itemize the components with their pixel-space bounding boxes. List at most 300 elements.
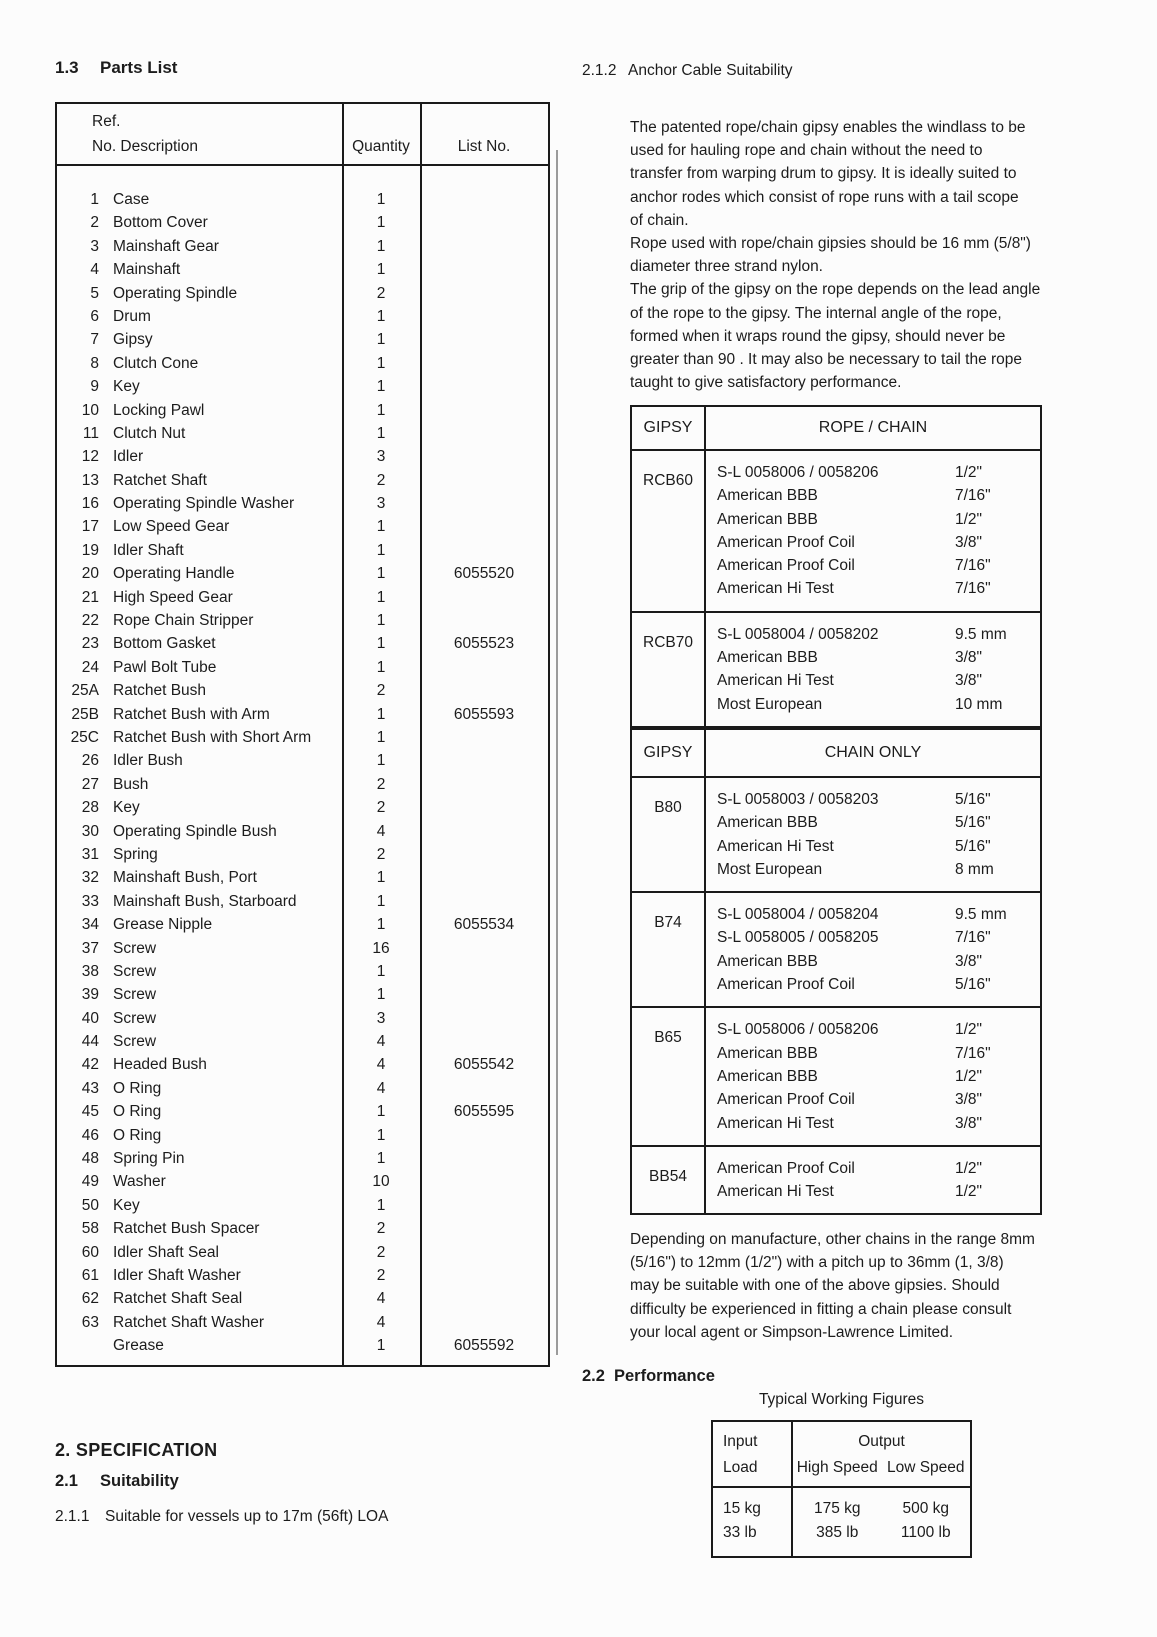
part-list-no <box>420 1241 548 1264</box>
part-quantity: 10 <box>372 1173 390 1191</box>
low-speed-lb: 1100 lb <box>900 1523 951 1541</box>
chain-name: S-L 0058004 / 0058204 <box>717 906 879 924</box>
part-ref-no: 26 <box>81 752 99 770</box>
chain-name: American BBB <box>717 814 818 832</box>
chain-row <box>706 1088 1040 1111</box>
part-list-no <box>420 1287 548 1310</box>
chain-size: 7/16" <box>955 929 991 947</box>
chain-name: American BBB <box>717 1044 818 1062</box>
part-ref-no: 49 <box>81 1173 99 1191</box>
chain-name: American BBB <box>717 649 818 667</box>
part-list-no <box>420 469 548 492</box>
part-quantity: 1 <box>376 588 386 606</box>
part-list-no <box>420 796 548 819</box>
part-ref-no <box>57 1334 99 1357</box>
chain-name: American BBB <box>717 952 818 970</box>
part-description: Ratchet Bush <box>113 682 207 700</box>
quantity-header: Quantity <box>352 138 410 155</box>
chain-name: American Hi Test <box>717 580 834 598</box>
chain-size: 10 mm <box>955 695 1003 713</box>
parts-list-heading-title: Parts List <box>100 58 178 77</box>
chain-name: S-L 0058006 / 0058206 <box>717 1021 879 1039</box>
part-list-no <box>420 258 548 281</box>
part-description: Ratchet Shaft Seal <box>113 1290 243 1308</box>
part-list-no <box>420 282 548 305</box>
part-ref-no: 27 <box>81 775 99 793</box>
chain-row <box>706 554 1040 577</box>
parts-table-row <box>57 539 548 562</box>
part-list-no <box>420 890 548 913</box>
part-ref-no: 21 <box>81 588 99 606</box>
part-ref-no: 17 <box>81 518 99 536</box>
part-list-no <box>420 726 548 749</box>
part-ref-no: 28 <box>81 799 99 817</box>
gipsy-group-rows <box>706 1008 1040 1144</box>
part-description: Mainshaft Bush, Starboard <box>113 892 297 910</box>
parts-table-row <box>57 305 548 328</box>
part-quantity: 1 <box>376 612 386 630</box>
gipsy-label: BB54 <box>632 1147 706 1214</box>
part-quantity: 1 <box>376 728 386 746</box>
depending-paragraph <box>630 1228 1116 1344</box>
part-quantity: 4 <box>376 1056 386 1074</box>
parts-table-row <box>57 1287 548 1310</box>
part-ref-no: 19 <box>81 541 99 559</box>
part-description: Clutch Nut <box>113 424 186 442</box>
gipsy-group-b74 <box>632 893 1040 1008</box>
part-quantity: 4 <box>376 1033 386 1051</box>
part-description: Mainshaft <box>113 261 181 279</box>
chain-size: 8 mm <box>955 860 994 878</box>
chain-size: 5/16" <box>955 790 991 808</box>
chain-name: S-L 0058004 / 0058202 <box>717 625 879 643</box>
part-description: Operating Spindle <box>113 284 238 302</box>
chain-name: American Hi Test <box>717 1183 834 1201</box>
chain-size: 3/8" <box>955 1091 983 1109</box>
part-description: Key <box>113 378 140 396</box>
part-ref-no: 6 <box>90 307 99 325</box>
part-ref-no: 39 <box>81 986 99 1004</box>
part-description: Idler <box>113 448 144 466</box>
paragraph-line: Depending on manufacture, other chains in the range 8mm <box>630 1231 1035 1248</box>
part-list-no <box>420 609 548 632</box>
gipsy-suitability-table <box>630 405 1042 1215</box>
gipsy-group-rcb70 <box>632 613 1040 728</box>
part-description: Ratchet Bush with Arm <box>113 705 270 723</box>
performance-table <box>711 1420 972 1558</box>
part-list-no: 6055534 <box>453 916 515 934</box>
parts-table-row <box>57 586 548 609</box>
part-ref-no: 38 <box>81 962 99 980</box>
gipsy-group-rows <box>706 893 1040 1006</box>
chain-row <box>706 811 1040 834</box>
part-description: Screw <box>113 986 157 1004</box>
chain-size: 1/2" <box>955 1067 983 1085</box>
chain-row <box>706 1042 1040 1065</box>
parts-table-row <box>57 890 548 913</box>
parts-table-row <box>57 1194 548 1217</box>
chain-row <box>706 788 1040 811</box>
part-description: Bottom Gasket <box>113 635 216 653</box>
chain-name: American Hi Test <box>717 672 834 690</box>
part-ref-no: 7 <box>90 331 99 349</box>
part-list-no: 6055593 <box>453 705 515 723</box>
part-ref-no: 3 <box>90 237 99 255</box>
gipsy-group-rcb60 <box>632 451 1040 613</box>
part-list-no <box>420 399 548 422</box>
part-quantity: 1 <box>376 424 386 442</box>
part-list-no <box>420 1030 548 1053</box>
parts-table-row <box>57 258 548 281</box>
chain-name: S-L 0058005 / 0058205 <box>717 929 879 947</box>
part-description: Screw <box>113 939 157 957</box>
parts-table-row <box>57 1311 548 1334</box>
part-list-no: 6055542 <box>453 1056 515 1074</box>
chain-name: S-L 0058003 / 0058203 <box>717 790 879 808</box>
performance-table-data <box>713 1488 970 1556</box>
chain-row <box>706 461 1040 484</box>
parts-table-row <box>57 1030 548 1053</box>
chain-size: 3/8" <box>955 952 983 970</box>
rope-chain-column-header: ROPE / CHAIN <box>818 419 928 436</box>
part-quantity: 1 <box>376 658 386 676</box>
parts-table-row <box>57 937 548 960</box>
chain-row <box>706 623 1040 646</box>
paragraph-line: Rope used with rope/chain gipsies should be 16 mm (5/8") <box>630 234 1031 252</box>
part-list-no <box>420 1311 548 1334</box>
gipsy-group-rows <box>706 1147 1040 1214</box>
part-quantity: 1 <box>376 986 386 1004</box>
chain-name: Most European <box>717 695 823 713</box>
high-speed-lb: 385 lb <box>816 1523 859 1541</box>
part-quantity: 1 <box>376 1337 386 1355</box>
ref-no-description-header <box>92 109 198 159</box>
parts-table-row <box>57 749 548 772</box>
chain-only-column-header: CHAIN ONLY <box>824 743 922 761</box>
list-no-header: List No. <box>457 138 511 155</box>
part-quantity: 1 <box>376 237 386 255</box>
part-description: Headed Bush <box>113 1056 207 1074</box>
chain-row <box>706 577 1040 600</box>
part-quantity: 1 <box>376 541 386 559</box>
parts-table-header <box>57 104 548 166</box>
part-list-no <box>420 749 548 772</box>
part-list-no <box>420 211 548 234</box>
part-quantity: 1 <box>376 261 386 279</box>
chain-size: 1/2" <box>955 510 983 528</box>
part-list-no <box>420 586 548 609</box>
chain-name: American BBB <box>717 487 818 505</box>
chain-size: 7/16" <box>955 557 991 575</box>
part-quantity: 1 <box>376 565 386 583</box>
part-ref-no: 63 <box>81 1313 99 1331</box>
part-list-no <box>420 1124 548 1147</box>
part-list-no <box>420 1264 548 1287</box>
chain-size: 5/16" <box>955 976 991 994</box>
part-description: Ratchet Bush with Short Arm <box>113 728 312 746</box>
part-description: Grease <box>113 1337 164 1355</box>
part-ref-no: 8 <box>90 354 99 372</box>
part-quantity: 1 <box>376 401 386 419</box>
part-ref-no: 44 <box>81 1033 99 1051</box>
paragraph-line: transfer from warping drum to gipsy. It is ideally suited to <box>630 165 1017 183</box>
part-ref-no: 34 <box>81 916 99 934</box>
paragraph-line: The grip of the gipsy on the rope depends on the lead angle <box>630 281 1041 299</box>
paragraph-line: of the rope to the gipsy. The internal angle of the rope, <box>630 304 1002 322</box>
part-description: Ratchet Bush Spacer <box>113 1220 260 1238</box>
parts-table-row <box>57 726 548 749</box>
part-list-no <box>420 679 548 702</box>
parts-table-row <box>57 1147 548 1170</box>
part-description: Mainshaft Gear <box>113 237 219 255</box>
parts-table-row <box>57 352 548 375</box>
chain-row <box>706 973 1040 996</box>
part-quantity: 1 <box>376 214 386 232</box>
parts-table-row <box>57 445 548 468</box>
part-ref-no: 13 <box>81 471 99 489</box>
input-load-values <box>713 1488 793 1556</box>
part-description: Gipsy <box>113 331 153 349</box>
parts-table-row <box>57 1100 548 1123</box>
performance-heading-title: Performance <box>614 1367 715 1385</box>
part-list-no <box>420 960 548 983</box>
chain-row <box>706 1157 1040 1180</box>
paragraph-line: formed when it wraps round the gipsy, should never be <box>630 327 1006 345</box>
chain-row <box>706 858 1040 881</box>
part-ref-no: 37 <box>81 939 99 957</box>
part-quantity: 3 <box>376 1009 386 1027</box>
part-list-no <box>420 843 548 866</box>
suitability-item <box>55 1508 388 1526</box>
performance-heading-number: 2.2 <box>582 1367 605 1385</box>
gipsy-column-header: GIPSY <box>632 407 706 449</box>
gipsy-group-b80 <box>632 778 1040 893</box>
performance-heading <box>582 1367 715 1386</box>
paragraph-line: taught to give satisfactory performance. <box>630 374 902 392</box>
suitability-heading-number: 2.1 <box>55 1472 78 1490</box>
part-description: Idler Shaft Seal <box>113 1243 219 1261</box>
parts-table <box>55 102 550 1367</box>
part-list-no <box>420 773 548 796</box>
chain-size: 1/2" <box>955 464 983 481</box>
part-quantity: 16 <box>372 939 390 957</box>
chain-row <box>706 1180 1040 1203</box>
part-description: Clutch Cone <box>113 354 199 372</box>
parts-table-row <box>57 492 548 515</box>
chain-name: American BBB <box>717 510 818 528</box>
part-description: Screw <box>113 1009 157 1027</box>
gipsy-label: B74 <box>632 893 706 1006</box>
parts-table-row <box>57 796 548 819</box>
part-quantity: 2 <box>376 775 386 793</box>
part-quantity: 1 <box>376 518 386 536</box>
part-quantity: 1 <box>376 1150 386 1168</box>
part-description: Drum <box>113 307 151 325</box>
parts-list-heading-number: 1.3 <box>55 58 79 77</box>
part-description: Low Speed Gear <box>113 518 230 536</box>
part-description: Key <box>113 799 140 817</box>
chain-name: S-L 0058006 / 0058206 <box>717 464 879 481</box>
output-row-lb <box>793 1521 970 1545</box>
output-header-cell <box>793 1422 970 1486</box>
part-description: Operating Spindle Bush <box>113 822 277 840</box>
chain-size: 3/8" <box>955 672 983 690</box>
anchor-cable-paragraph <box>630 116 1116 394</box>
part-quantity: 1 <box>376 869 386 887</box>
chain-size: 9.5 mm <box>955 906 1007 924</box>
gipsy-label: RCB60 <box>632 451 706 611</box>
chain-row <box>706 508 1040 531</box>
part-ref-no: 25C <box>70 728 99 746</box>
part-ref-no: 46 <box>81 1126 99 1144</box>
no-description-header-line: No. Description <box>92 138 198 155</box>
part-quantity: 1 <box>376 331 386 349</box>
chain-name: American Hi Test <box>717 1114 834 1132</box>
part-list-no: 6055520 <box>453 565 515 583</box>
parts-table-row <box>57 1007 548 1030</box>
part-description: High Speed Gear <box>113 588 233 606</box>
gipsy-column-header: GIPSY <box>632 730 706 776</box>
part-list-no <box>420 1147 548 1170</box>
suitability-item-number: 2.1.1 <box>55 1508 90 1525</box>
part-quantity: 1 <box>376 635 386 653</box>
part-description: Idler Shaft <box>113 541 184 559</box>
part-description: Screw <box>113 962 157 980</box>
part-quantity: 1 <box>376 354 386 372</box>
chain-size: 9.5 mm <box>955 625 1007 643</box>
paragraph-line: greater than 90 . It may also be necessary to tail the rope <box>630 350 1023 368</box>
parts-table-row <box>57 1334 548 1357</box>
low-speed-header: Low Speed <box>886 1459 965 1476</box>
part-description: Ratchet Shaft Washer <box>113 1313 265 1331</box>
part-description: Rope Chain Stripper <box>113 612 254 630</box>
part-ref-no: 10 <box>81 401 99 419</box>
part-quantity: 2 <box>376 682 386 700</box>
part-quantity: 1 <box>376 307 386 325</box>
ref-header-line: Ref. <box>92 113 121 130</box>
chain-row <box>706 646 1040 669</box>
part-quantity: 2 <box>376 1220 386 1238</box>
part-list-no <box>420 937 548 960</box>
chain-size: 3/8" <box>955 1114 983 1132</box>
chain-row <box>706 1018 1040 1041</box>
parts-table-row <box>57 422 548 445</box>
part-quantity: 1 <box>376 378 386 396</box>
chain-only-table-header <box>632 728 1040 778</box>
part-quantity: 3 <box>376 448 386 466</box>
parts-table-row <box>57 562 548 585</box>
parts-table-row <box>57 609 548 632</box>
part-ref-no: 42 <box>81 1056 99 1074</box>
gipsy-label: RCB70 <box>632 613 706 726</box>
gipsy-group-b65 <box>632 1008 1040 1146</box>
part-quantity: 1 <box>376 962 386 980</box>
chain-name: American Proof Coil <box>717 1091 855 1109</box>
part-list-no <box>420 1077 548 1100</box>
chain-name: American Hi Test <box>717 837 834 855</box>
load-header-line: Load <box>723 1459 758 1476</box>
paragraph-line: (5/16") to 12mm (1/2") with a pitch up to 36mm (1, 3/8) <box>630 1254 1004 1272</box>
part-quantity: 1 <box>376 892 386 910</box>
part-list-no <box>420 235 548 258</box>
chain-name: American Proof Coil <box>717 533 855 551</box>
parts-table-row <box>57 656 548 679</box>
chain-row <box>706 669 1040 692</box>
part-list-no <box>420 328 548 351</box>
part-list-no <box>420 492 548 515</box>
paragraph-line: used for hauling rope and chain without the need to <box>630 142 983 160</box>
parts-table-row <box>57 469 548 492</box>
part-quantity: 2 <box>376 845 386 863</box>
part-list-no <box>420 515 548 538</box>
part-quantity: 1 <box>376 752 386 770</box>
chain-name: American Proof Coil <box>717 976 855 994</box>
part-description: Mainshaft Bush, Port <box>113 869 257 887</box>
chain-size: 1/2" <box>955 1183 983 1201</box>
part-ref-no: 16 <box>81 495 99 513</box>
part-description: Locking Pawl <box>113 401 205 419</box>
anchor-cable-heading-number: 2.1.2 <box>582 62 617 79</box>
parts-table-row <box>57 913 548 936</box>
chain-row <box>706 1065 1040 1088</box>
part-ref-no: 60 <box>81 1243 99 1261</box>
part-ref-no: 43 <box>81 1079 99 1097</box>
chain-row <box>706 903 1040 926</box>
parts-table-row <box>57 632 548 655</box>
chain-name: American BBB <box>717 1067 818 1085</box>
part-ref-no: 5 <box>90 284 99 302</box>
chain-name: American Proof Coil <box>717 557 855 575</box>
part-ref-no: 1 <box>90 191 99 208</box>
input-load-kg: 15 kg <box>723 1500 761 1517</box>
gipsy-group-bb54 <box>632 1147 1040 1214</box>
paragraph-line: anchor rodes which consist of rope runs with a tail scope <box>630 188 1019 206</box>
part-quantity: 2 <box>376 1243 386 1261</box>
part-ref-no: 2 <box>90 214 99 232</box>
part-ref-no: 45 <box>81 1103 99 1121</box>
part-description: Spring <box>113 845 158 863</box>
part-quantity: 4 <box>376 1079 386 1097</box>
paragraph-line: may be suitable with one of the above gipsies. Should <box>630 1277 1000 1295</box>
part-description: Pawl Bolt Tube <box>113 658 217 676</box>
parts-list-heading <box>55 58 177 78</box>
suitability-heading-title: Suitability <box>100 1472 179 1490</box>
part-ref-no: 62 <box>81 1290 99 1308</box>
part-quantity: 1 <box>376 1126 386 1144</box>
part-list-no: 6055592 <box>453 1337 515 1355</box>
part-description: Case <box>113 191 150 208</box>
part-quantity: 1 <box>376 1196 386 1214</box>
paragraph-line: of chain. <box>630 211 689 229</box>
part-quantity: 2 <box>376 471 386 489</box>
chain-row <box>706 531 1040 554</box>
part-ref-no: 58 <box>81 1220 99 1238</box>
chain-size: 5/16" <box>955 837 991 855</box>
part-list-no <box>420 656 548 679</box>
part-ref-no: 25B <box>71 705 99 723</box>
chain-row <box>706 835 1040 858</box>
part-ref-no: 33 <box>81 892 99 910</box>
parts-table-row <box>57 235 548 258</box>
part-list-no <box>420 1217 548 1240</box>
input-header-line: Input <box>723 1433 758 1450</box>
part-description: Idler Bush <box>113 752 183 770</box>
part-ref-no: 61 <box>81 1266 99 1284</box>
parts-table-row <box>57 960 548 983</box>
part-ref-no: 50 <box>81 1196 99 1214</box>
speed-subheaders <box>793 1455 970 1481</box>
parts-table-row <box>57 399 548 422</box>
